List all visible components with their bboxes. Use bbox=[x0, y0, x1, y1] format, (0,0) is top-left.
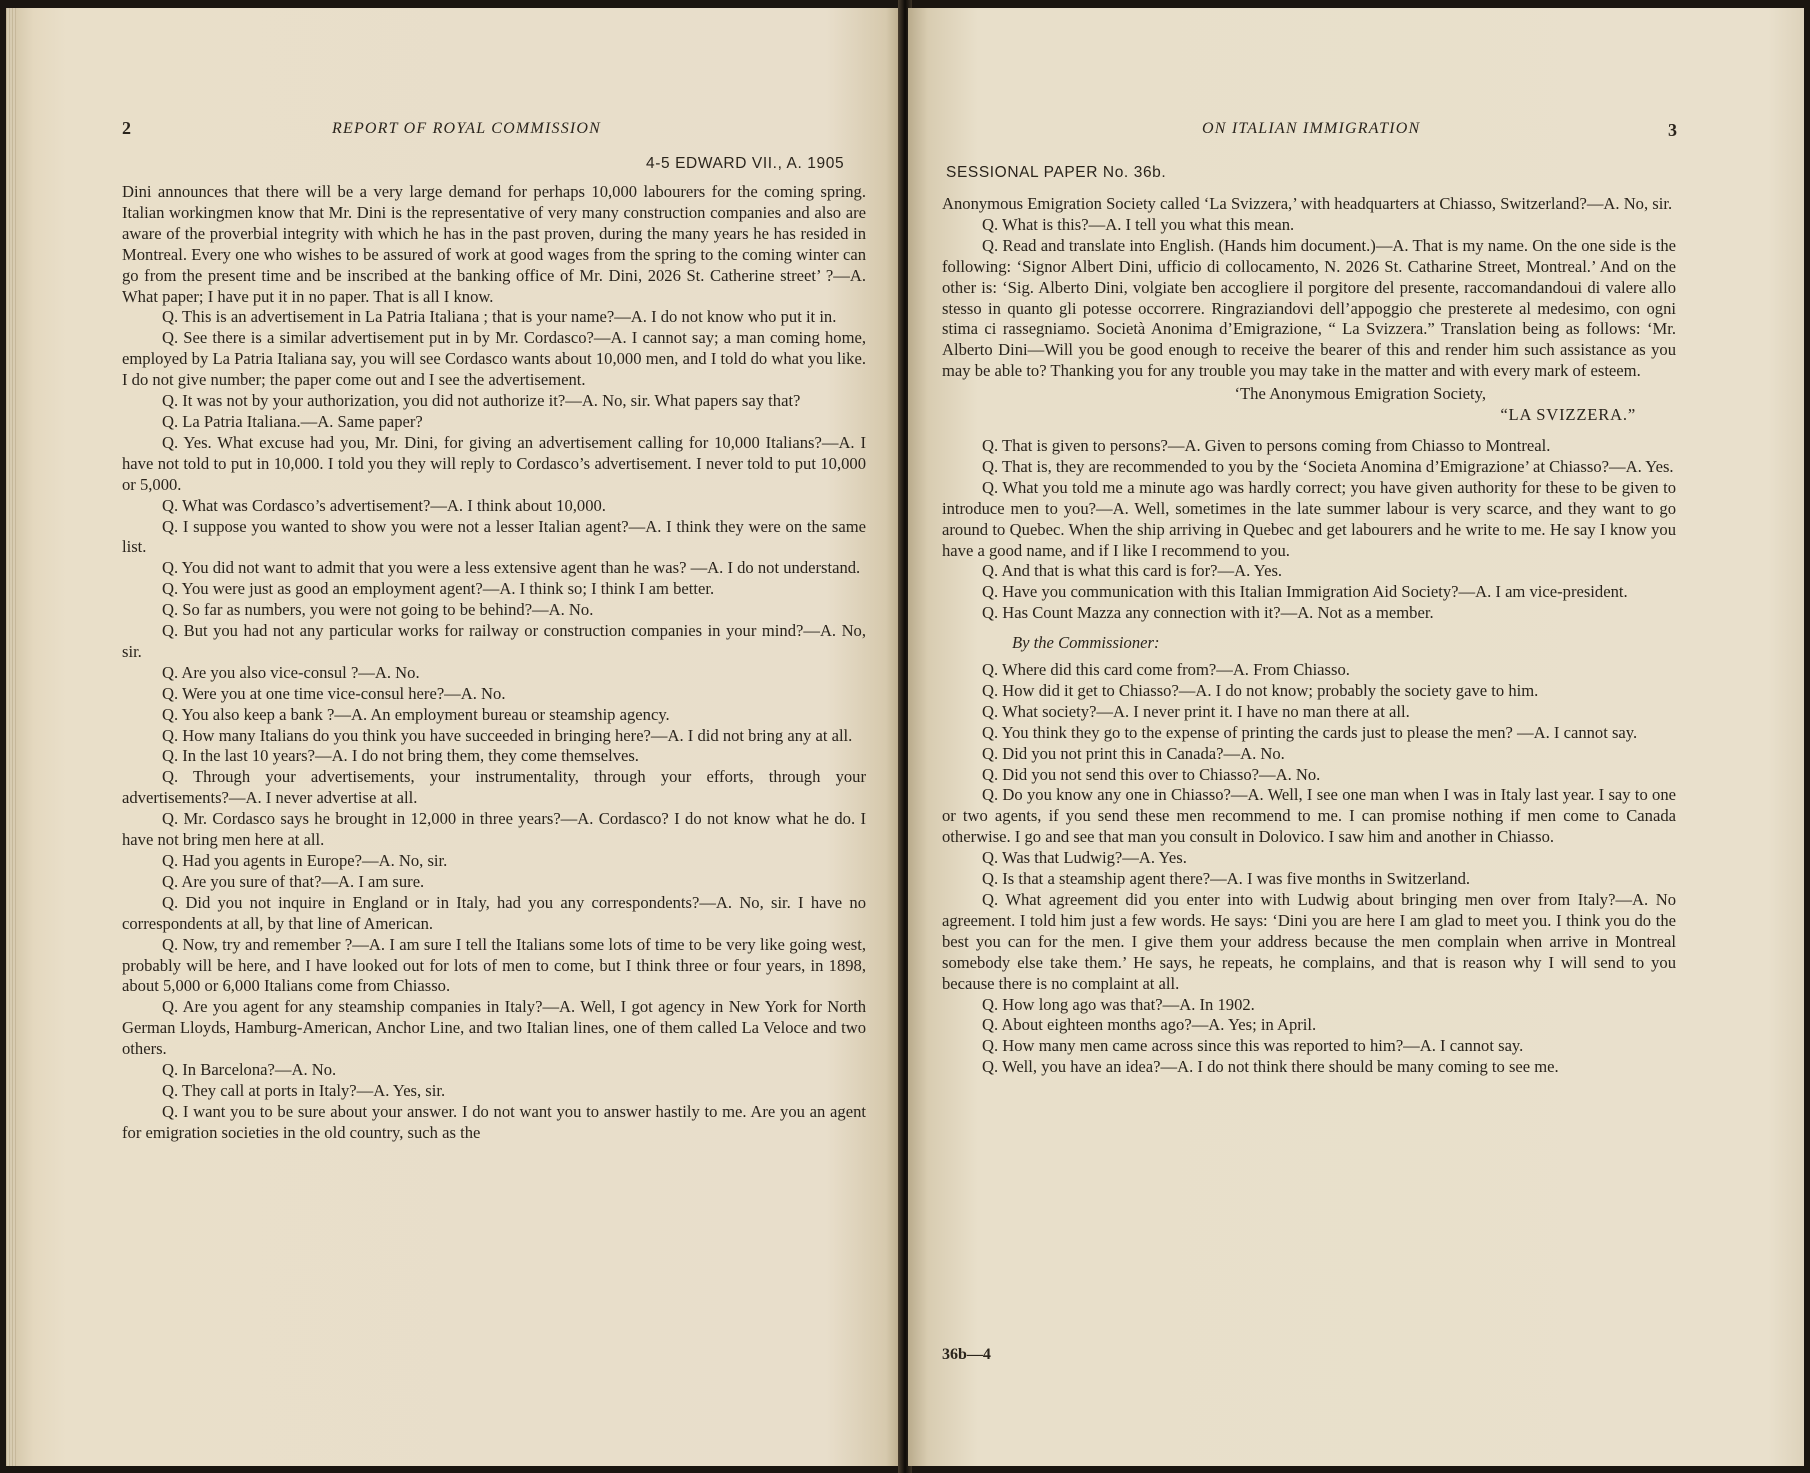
page-edge-texture bbox=[6, 8, 16, 1466]
paragraph: Q. Well, you have an idea?—A. I do not think there should be many coming to see me. bbox=[982, 1057, 1559, 1077]
paragraph: Q. Was that Ludwig?—A. Yes. bbox=[982, 848, 1187, 868]
right-page bbox=[908, 8, 1804, 1466]
paragraph: Q. Has Count Mazza any connection with it?—A. Not as a member. bbox=[982, 603, 1434, 623]
paragraph: Q. Read and translate into English. (Hands him document.)—A. That is my name. On the one side is the following: ‘Signor Albert Dini, ufficio di collocamento, N. 2026 St. Catharine Street, Montreal.’ And on the other is: ‘Sig. Alberto Dini, volgiate ben accogliere il porgitore del presente, raccomandandoui di valere allo stesso in quanto gli potesse occorrere. Ringraziandovi dell’appoggio che presterete al medesimo, con ogni stima ci rassegniamo. Società Anonima d’Emigrazione, “ La Svizzera.” Translation being as follows: ‘Mr. Alberto Dini—Will you be good enough to receive the bearer of this and render him such assistance as you may be able to? Thanking you for any trouble you may take in the matter and with every mark of esteem. bbox=[942, 235, 1676, 381]
paragraph: Q. This is an advertisement in La Patria Italiana ; that is your name?—A. I do not know who put it in. bbox=[162, 307, 837, 327]
paragraph: Anonymous Emigration Society called ‘La Svizzera,’ with headquarters at Chiasso, Switzerland?—A. No, sir. bbox=[942, 194, 1673, 213]
paragraph: Q. In the last 10 years?—A. I do not bring them, they come themselves. bbox=[162, 746, 639, 766]
paragraph: Q. It was not by your authorization, you did not authorize it?—A. No, sir. What papers say that? bbox=[162, 391, 801, 411]
paragraph: Q. Where did this card come from?—A. From Chiasso. bbox=[982, 660, 1350, 680]
sessional-line: SESSIONAL PAPER No. 36b. bbox=[946, 164, 1167, 181]
running-head: ON ITALIAN IMMIGRATION bbox=[1202, 120, 1421, 137]
paragraph: Q. What agreement did you enter into with Ludwig about bringing men over from Italy?—A. No agreement. I told him just a few words. He says: ‘Dini you are here I am glad to meet you. I think you do the best you can for the men. I give them your address because the men complain when arrive in Montreal somebody else take them.’ He says, he repeats, he complains, and that is reason why I will send to you because there is no complaint at all. bbox=[942, 890, 1676, 993]
paragraph: Q. They call at ports in Italy?—A. Yes, sir. bbox=[162, 1080, 446, 1100]
paragraph: Q. Are you also vice-consul ?—A. No. bbox=[162, 662, 420, 682]
paragraph: Q. Is that a steamship agent there?—A. I was five months in Switzerland. bbox=[982, 869, 1471, 889]
paragraph: Q. You were just as good an employment agent?—A. I think so; I think I am better. bbox=[162, 579, 715, 599]
paragraph: Q. You think they go to the expense of printing the cards just to please the men? —A. I cannot say. bbox=[982, 722, 1638, 742]
left-page bbox=[6, 8, 902, 1466]
paragraph: Q. What society?—A. I never print it. I have no man there at all. bbox=[982, 701, 1410, 721]
edition-line: 4-5 EDWARD VII., A. 1905 bbox=[646, 155, 845, 172]
paragraph: Q. I want you to be sure about your answer. I do not want you to answer hastily to me. Are you an agent for emigration societies in the old country, such as the bbox=[122, 1101, 866, 1142]
paragraph: Q. That is given to persons?—A. Given to persons coming from Chiasso to Montreal. bbox=[982, 435, 1551, 455]
signature-line-1: ‘The Anonymous Emigration Society, bbox=[1234, 384, 1486, 404]
paragraph: Q. Are you sure of that?—A. I am sure. bbox=[162, 871, 425, 891]
body-section-c bbox=[942, 660, 1676, 1078]
page-number: 3 bbox=[1668, 120, 1677, 140]
paragraph: Q. In Barcelona?—A. No. bbox=[162, 1060, 337, 1080]
left-page-body bbox=[122, 182, 866, 1144]
paragraph: Q. Mr. Cordasco says he brought in 12,000 in three years?—A. Cordasco? I do not know what he do. I have not bring men here at all. bbox=[122, 809, 866, 850]
paragraph: Q. What you told me a minute ago was hardly correct; you have given authority for these to be given to introduce men to you?—A. Well, sometimes in the late summer labour is very scarce, and they want to go around to Quebec. When the ship arriving in Quebec and get labourers and he write to me. He say I know you have a good name, and if I like I recommend to you. bbox=[942, 477, 1676, 560]
section-label: By the Commissioner: bbox=[1012, 633, 1160, 653]
paragraph: Q. You did not want to admit that you were a less extensive agent than he was? —A. I do not understand. bbox=[162, 558, 861, 578]
paragraph: Q. How many men came across since this was reported to him?—A. I cannot say. bbox=[982, 1036, 1524, 1056]
paragraph: Q. Through your advertisements, your instrumentality, through your efforts, through your advertisements?—A. I never advertise at all. bbox=[122, 767, 866, 808]
signature-mark: 36b—4 bbox=[942, 1346, 991, 1363]
paragraph: Q. And that is what this card is for?—A. Yes. bbox=[982, 561, 1283, 581]
paragraph: Q. What was Cordasco’s advertisement?—A. I think about 10,000. bbox=[162, 495, 606, 515]
body-section-a bbox=[942, 194, 1676, 382]
right-page-body bbox=[942, 194, 1676, 1078]
paragraph: Q. That is, they are recommended to you by the ‘Societa Anomina d’Emigrazione’ at Chiasso?—A. Yes. bbox=[982, 456, 1674, 476]
signature-line-2: “LA SVIZZERA.” bbox=[1500, 405, 1636, 425]
paragraph: Q. See there is a similar advertisement put in by Mr. Cordasco?—A. I cannot say; a man coming home, employed by La Patria Italiana say, you will see Cordasco wants about 10,000 men, and I told do what you like. I do not give number; the paper come out and I see the advertisement. bbox=[122, 328, 866, 390]
paragraph: Q. Did you not inquire in England or in Italy, had you any correspondents?—A. No, sir. I have no correspondents at all, by that line of American. bbox=[122, 892, 866, 933]
paragraph: Q. You also keep a bank ?—A. An employment bureau or steamship agency. bbox=[162, 704, 670, 724]
paragraph: Q. Have you communication with this Italian Immigration Aid Society?—A. I am vice-president. bbox=[982, 582, 1628, 602]
running-head: REPORT OF ROYAL COMMISSION bbox=[332, 120, 602, 137]
paragraph: Q. Are you agent for any steamship companies in Italy?—A. Well, I got agency in New York for North German Lloyds, Hamburg-American, Anchor Line, and two Italian lines, one of them called La Veloce and two others. bbox=[122, 997, 866, 1059]
paragraph: Q. About eighteen months ago?—A. Yes; in April. bbox=[982, 1015, 1317, 1035]
paragraph: Q. What is this?—A. I tell you what this mean. bbox=[982, 214, 1295, 234]
paragraph: Q. Now, try and remember ?—A. I am sure I tell the Italians some lots of time to be very like going west, probably will be here, and I have looked out for lots of men to come, but I think three or four years, in 1898, about 5,000 or 6,000 Italians come from Chiasso. bbox=[122, 934, 866, 996]
page-number: 2 bbox=[122, 118, 131, 138]
paragraph: Q. Were you at one time vice-consul here?—A. No. bbox=[162, 683, 506, 703]
paragraph: Q. How long ago was that?—A. In 1902. bbox=[982, 994, 1255, 1014]
paragraph: Q. But you had not any particular works for railway or construction companies in your mind?—A. No, sir. bbox=[122, 621, 866, 661]
paragraph: Q. So far as numbers, you were not going to be behind?—A. No. bbox=[162, 600, 594, 620]
paragraph: Q. La Patria Italiana.—A. Same paper? bbox=[162, 411, 423, 431]
paragraph: Dini announces that there will be a very large demand for perhaps 10,000 labourers for the coming spring. Italian workingmen know that Mr. Dini is the representative of very many construction companies and also are aware of the proverbial integrity with which he has in the past proven, during the many years he has resided in Montreal. Every one who wishes to be assured of work at good wages from the spring to the coming winter can go from the present time and be inscribed at the banking office of Mr. Dini, 2026 St. Catherine street’ ?—A. What paper; I have put it in no paper. That is all I know. bbox=[122, 182, 866, 306]
paragraph: Q. Had you agents in Europe?—A. No, sir. bbox=[162, 851, 448, 870]
paragraph: Q. Did you not print this in Canada?—A. No. bbox=[982, 743, 1285, 763]
paragraph: Q. How did it get to Chiasso?—A. I do not know; probably the society gave to him. bbox=[982, 680, 1539, 700]
paragraph: Q. How many Italians do you think you have succeeded in bringing here?—A. I did not bring any at all. bbox=[162, 725, 853, 745]
paragraph: Q. Do you know any one in Chiasso?—A. Well, I see one man when I was in Italy last year. I say to one or two agents, if you send these men recommend to me. I can promise nothing if men come to Canada otherwise. I go and see that man you consult in Dolovico. I saw him and another in Chiasso. bbox=[942, 785, 1676, 847]
paragraph: Q. I suppose you wanted to show you were not a lesser Italian agent?—A. I think they were on the same list. bbox=[122, 516, 866, 557]
paragraph: Q. Yes. What excuse had you, Mr. Dini, for giving an advertisement calling for 10,000 Italians?—A. I have not told to put in 10,000. I told you they will reply to Cordasco’s advertisement. I never told to put 10,000 or 5,000. bbox=[122, 432, 866, 494]
body-section-b bbox=[942, 436, 1676, 624]
paragraph: Q. Did you not send this over to Chiasso?—A. No. bbox=[982, 764, 1321, 784]
